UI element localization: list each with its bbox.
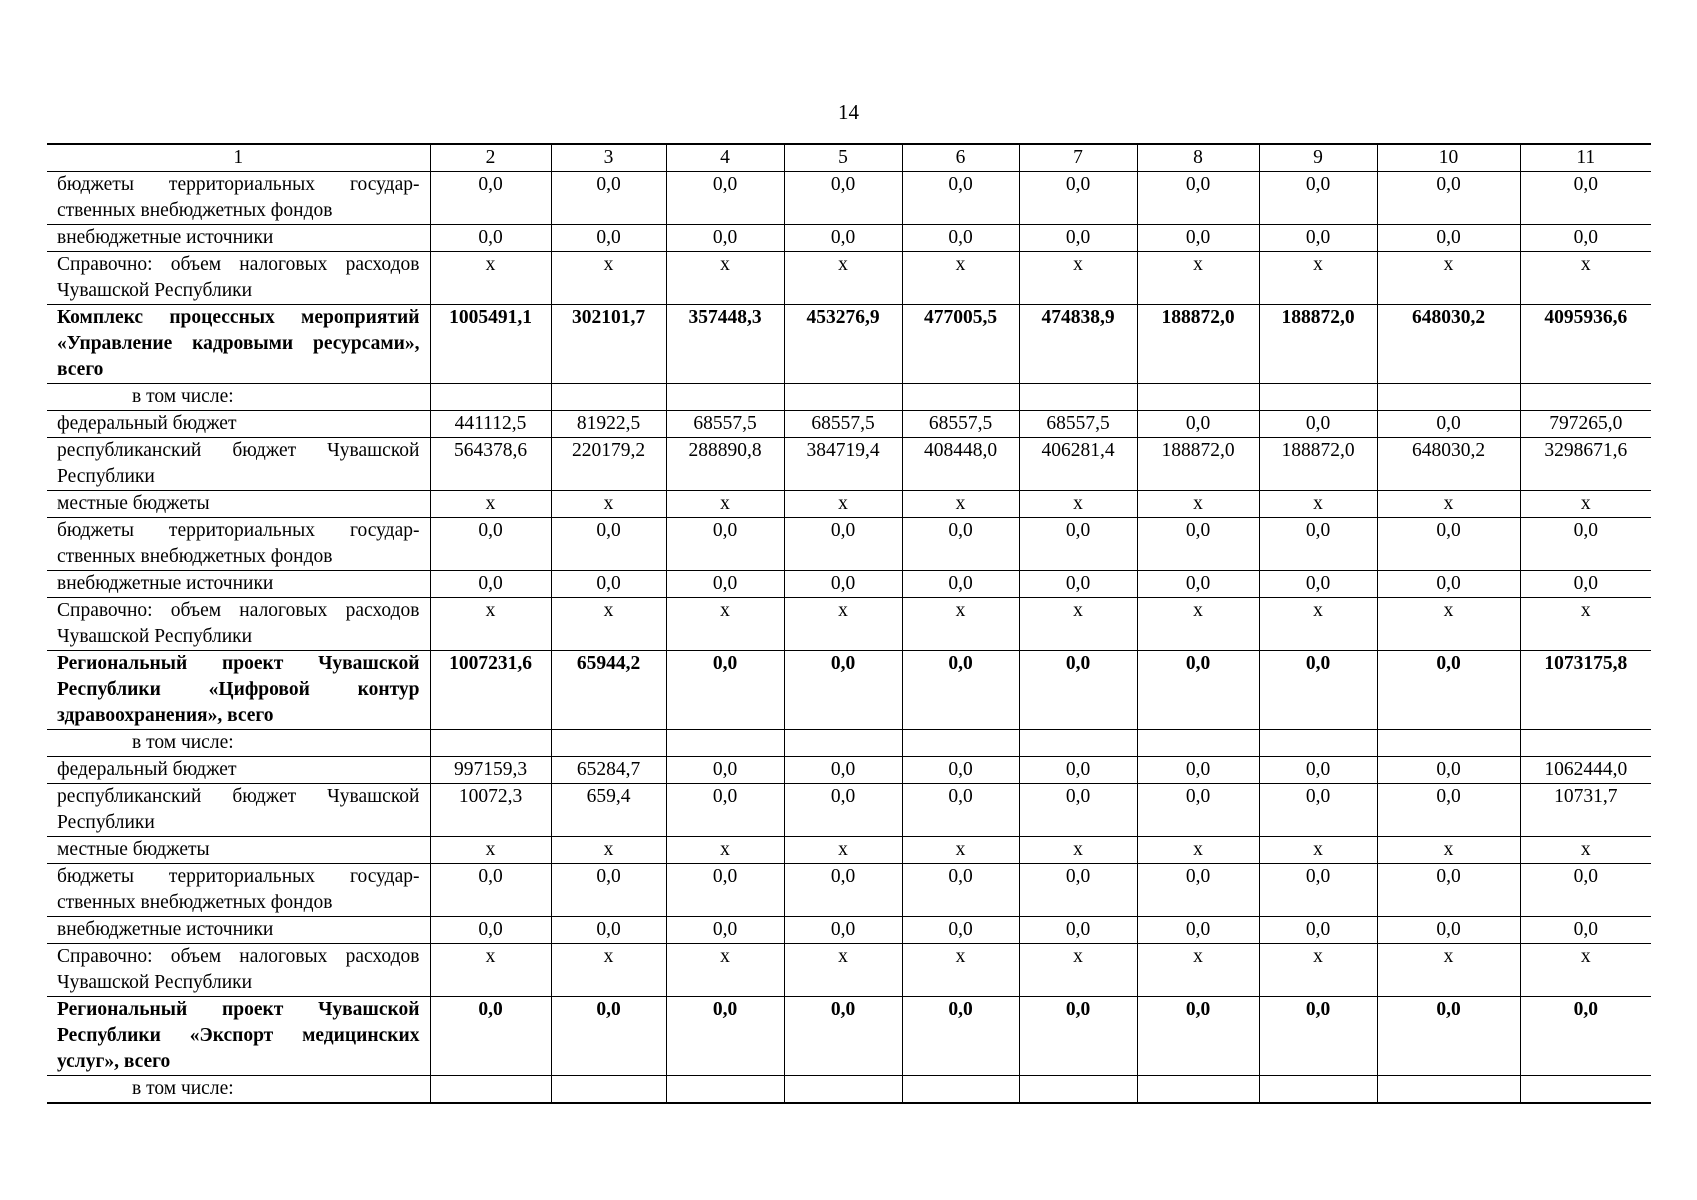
cell-value: 3298671,6 <box>1520 438 1651 491</box>
cell-value <box>1137 1076 1259 1104</box>
cell-value: х <box>666 944 784 997</box>
table-row <box>47 491 1651 518</box>
cell-value <box>1520 1076 1651 1104</box>
cell-value: х <box>1377 598 1520 651</box>
cell-value: х <box>1137 598 1259 651</box>
cell-value: х <box>1520 598 1651 651</box>
row-label: республиканский бюджет Чувашской Республики <box>47 438 430 491</box>
cell-value: 0,0 <box>1377 757 1520 784</box>
table-row <box>47 651 1651 730</box>
cell-value: 0,0 <box>1019 864 1137 917</box>
cell-value: х <box>784 491 902 518</box>
cell-value: 0,0 <box>902 757 1019 784</box>
cell-value: 0,0 <box>1137 172 1259 225</box>
row-label: федеральный бюджет <box>47 411 430 438</box>
cell-value <box>1520 384 1651 411</box>
cell-value: 648030,2 <box>1377 305 1520 384</box>
cell-value: 1005491,1 <box>430 305 551 384</box>
table-row <box>47 411 1651 438</box>
cell-value: 0,0 <box>1520 571 1651 598</box>
cell-value: 474838,9 <box>1019 305 1137 384</box>
cell-value: 0,0 <box>551 225 666 252</box>
cell-value <box>666 730 784 757</box>
cell-value: х <box>902 837 1019 864</box>
cell-value: 0,0 <box>902 997 1019 1076</box>
cell-value: 0,0 <box>430 917 551 944</box>
row-label: Справочно: объем налоговых расходов Чувашской Республики <box>47 944 430 997</box>
cell-value: 0,0 <box>430 571 551 598</box>
table-row <box>47 172 1651 225</box>
column-header: 5 <box>784 144 902 172</box>
row-label: местные бюджеты <box>47 837 430 864</box>
cell-value: 302101,7 <box>551 305 666 384</box>
cell-value: 0,0 <box>1259 757 1377 784</box>
cell-value: х <box>1019 837 1137 864</box>
cell-value: 0,0 <box>430 997 551 1076</box>
cell-value: х <box>1137 491 1259 518</box>
cell-value: х <box>1137 252 1259 305</box>
cell-value: х <box>1259 837 1377 864</box>
cell-value: х <box>1520 944 1651 997</box>
cell-value: 0,0 <box>1259 651 1377 730</box>
cell-value: 0,0 <box>430 225 551 252</box>
row-label: внебюджетные источники <box>47 917 430 944</box>
cell-value: 0,0 <box>784 917 902 944</box>
cell-value: 0,0 <box>1137 651 1259 730</box>
cell-value: 0,0 <box>1019 518 1137 571</box>
cell-value: 0,0 <box>1520 864 1651 917</box>
cell-value <box>430 384 551 411</box>
table-row <box>47 571 1651 598</box>
row-label: бюджеты территориальных государственных внебюджетных фондов <box>47 172 430 225</box>
cell-value: 188872,0 <box>1259 305 1377 384</box>
cell-value: 659,4 <box>551 784 666 837</box>
row-label: внебюджетные источники <box>47 225 430 252</box>
cell-value: 0,0 <box>1259 784 1377 837</box>
cell-value <box>1377 384 1520 411</box>
row-label: местные бюджеты <box>47 491 430 518</box>
cell-value: 10731,7 <box>1520 784 1651 837</box>
column-header: 1 <box>47 144 430 172</box>
cell-value: х <box>902 252 1019 305</box>
cell-value: х <box>1137 944 1259 997</box>
cell-value: х <box>430 944 551 997</box>
cell-value: 0,0 <box>1019 651 1137 730</box>
table-row <box>47 305 1651 384</box>
cell-value: 0,0 <box>1520 172 1651 225</box>
cell-value: 0,0 <box>784 757 902 784</box>
cell-value: х <box>551 491 666 518</box>
cell-value: х <box>430 837 551 864</box>
cell-value: х <box>784 598 902 651</box>
row-label: Комплекс процессных мероприятий «Управление кадровыми ресурсами», всего <box>47 305 430 384</box>
cell-value: х <box>902 944 1019 997</box>
cell-value: 0,0 <box>666 571 784 598</box>
cell-value: 0,0 <box>784 651 902 730</box>
cell-value: 0,0 <box>551 917 666 944</box>
cell-value: 0,0 <box>1377 864 1520 917</box>
cell-value: х <box>551 598 666 651</box>
cell-value <box>1259 730 1377 757</box>
cell-value <box>1137 384 1259 411</box>
cell-value <box>430 1076 551 1104</box>
cell-value: 0,0 <box>1259 411 1377 438</box>
cell-value <box>1377 1076 1520 1104</box>
cell-value: 0,0 <box>1019 784 1137 837</box>
column-header: 4 <box>666 144 784 172</box>
cell-value: 0,0 <box>551 864 666 917</box>
table-row <box>47 917 1651 944</box>
table-row <box>47 837 1651 864</box>
cell-value: 0,0 <box>430 518 551 571</box>
cell-value: 0,0 <box>430 864 551 917</box>
cell-value <box>1019 1076 1137 1104</box>
row-label: Региональный проект Чувашской Республики «Экспорт медицинских услуг», всего <box>47 997 430 1076</box>
cell-value <box>1019 730 1137 757</box>
cell-value: 0,0 <box>666 757 784 784</box>
cell-value: 0,0 <box>551 518 666 571</box>
cell-value <box>902 1076 1019 1104</box>
cell-value: х <box>1377 491 1520 518</box>
cell-value: 0,0 <box>1259 997 1377 1076</box>
cell-value: 0,0 <box>1019 571 1137 598</box>
cell-value: 0,0 <box>1137 917 1259 944</box>
row-label: в том числе: <box>47 1076 430 1104</box>
cell-value: 0,0 <box>784 784 902 837</box>
cell-value: х <box>902 598 1019 651</box>
cell-value: х <box>666 491 784 518</box>
cell-value: х <box>1377 944 1520 997</box>
cell-value: 357448,3 <box>666 305 784 384</box>
cell-value: 0,0 <box>1019 757 1137 784</box>
table-row <box>47 225 1651 252</box>
cell-value: х <box>1019 252 1137 305</box>
cell-value: 0,0 <box>1377 997 1520 1076</box>
cell-value <box>1259 1076 1377 1104</box>
cell-value: 0,0 <box>551 172 666 225</box>
cell-value: 0,0 <box>902 917 1019 944</box>
cell-value: 453276,9 <box>784 305 902 384</box>
cell-value: 0,0 <box>1137 864 1259 917</box>
cell-value: 0,0 <box>551 571 666 598</box>
cell-value: 0,0 <box>666 225 784 252</box>
cell-value: 0,0 <box>1137 997 1259 1076</box>
cell-value: 188872,0 <box>1137 305 1259 384</box>
cell-value: 0,0 <box>1137 571 1259 598</box>
cell-value: 797265,0 <box>1520 411 1651 438</box>
cell-value: 0,0 <box>1259 518 1377 571</box>
cell-value <box>784 384 902 411</box>
cell-value: х <box>1520 837 1651 864</box>
cell-value: х <box>430 252 551 305</box>
cell-value: х <box>551 944 666 997</box>
cell-value: х <box>551 252 666 305</box>
cell-value: х <box>902 491 1019 518</box>
table-row <box>47 757 1651 784</box>
cell-value: х <box>784 944 902 997</box>
cell-value: 68557,5 <box>1019 411 1137 438</box>
column-header: 2 <box>430 144 551 172</box>
cell-value: 0,0 <box>1019 225 1137 252</box>
table-row <box>47 1076 1651 1104</box>
cell-value: х <box>1259 944 1377 997</box>
table-row <box>47 438 1651 491</box>
cell-value <box>784 730 902 757</box>
cell-value: 0,0 <box>666 997 784 1076</box>
cell-value: 0,0 <box>1259 225 1377 252</box>
table-row <box>47 730 1651 757</box>
cell-value: 0,0 <box>784 172 902 225</box>
cell-value <box>1137 730 1259 757</box>
column-header: 3 <box>551 144 666 172</box>
cell-value: 1007231,6 <box>430 651 551 730</box>
cell-value <box>784 1076 902 1104</box>
cell-value: 0,0 <box>784 997 902 1076</box>
row-label: в том числе: <box>47 730 430 757</box>
cell-value: 0,0 <box>902 784 1019 837</box>
cell-value: 408448,0 <box>902 438 1019 491</box>
cell-value: х <box>1377 837 1520 864</box>
cell-value: 1062444,0 <box>1520 757 1651 784</box>
column-header: 11 <box>1520 144 1651 172</box>
cell-value: 188872,0 <box>1137 438 1259 491</box>
row-label: республиканский бюджет Чувашской Республики <box>47 784 430 837</box>
cell-value: х <box>1520 252 1651 305</box>
cell-value: х <box>1259 252 1377 305</box>
cell-value: 10072,3 <box>430 784 551 837</box>
cell-value: 564378,6 <box>430 438 551 491</box>
cell-value: 68557,5 <box>902 411 1019 438</box>
row-label: федеральный бюджет <box>47 757 430 784</box>
cell-value: 0,0 <box>902 172 1019 225</box>
cell-value: 0,0 <box>1137 411 1259 438</box>
cell-value: 0,0 <box>1377 411 1520 438</box>
cell-value: х <box>430 491 551 518</box>
cell-value: 0,0 <box>1019 172 1137 225</box>
cell-value <box>902 730 1019 757</box>
cell-value: 648030,2 <box>1377 438 1520 491</box>
cell-value: 0,0 <box>1377 784 1520 837</box>
cell-value: 0,0 <box>1520 997 1651 1076</box>
cell-value: х <box>430 598 551 651</box>
row-label: бюджеты территориальных государственных внебюджетных фондов <box>47 518 430 571</box>
cell-value: х <box>666 252 784 305</box>
cell-value <box>551 1076 666 1104</box>
cell-value: 0,0 <box>1377 225 1520 252</box>
cell-value: 0,0 <box>1137 757 1259 784</box>
cell-value: 188872,0 <box>1259 438 1377 491</box>
cell-value <box>1259 384 1377 411</box>
cell-value: 0,0 <box>666 917 784 944</box>
cell-value: х <box>1019 598 1137 651</box>
cell-value: 0,0 <box>1520 518 1651 571</box>
cell-value: 0,0 <box>1019 997 1137 1076</box>
cell-value: х <box>1259 491 1377 518</box>
cell-value: х <box>784 837 902 864</box>
cell-value <box>1520 730 1651 757</box>
cell-value: х <box>1137 837 1259 864</box>
cell-value: 0,0 <box>1377 917 1520 944</box>
row-label: бюджеты территориальных государственных внебюджетных фондов <box>47 864 430 917</box>
row-label: Региональный проект Чувашской Республики «Цифровой контур здравоохранения», всего <box>47 651 430 730</box>
cell-value: 0,0 <box>1137 518 1259 571</box>
cell-value: 0,0 <box>1520 917 1651 944</box>
cell-value: 384719,4 <box>784 438 902 491</box>
cell-value: х <box>1019 491 1137 518</box>
cell-value: 288890,8 <box>666 438 784 491</box>
column-header: 7 <box>1019 144 1137 172</box>
cell-value: 0,0 <box>1137 225 1259 252</box>
cell-value <box>551 384 666 411</box>
cell-value: 0,0 <box>784 225 902 252</box>
cell-value: 0,0 <box>430 172 551 225</box>
cell-value: 0,0 <box>1259 571 1377 598</box>
cell-value: 0,0 <box>902 518 1019 571</box>
cell-value <box>1019 384 1137 411</box>
cell-value: 441112,5 <box>430 411 551 438</box>
cell-value: 0,0 <box>902 864 1019 917</box>
cell-value <box>902 384 1019 411</box>
table-row <box>47 784 1651 837</box>
cell-value: 0,0 <box>1377 172 1520 225</box>
table-row <box>47 944 1651 997</box>
cell-value: 68557,5 <box>666 411 784 438</box>
cell-value <box>666 1076 784 1104</box>
cell-value <box>1377 730 1520 757</box>
cell-value: 0,0 <box>1377 571 1520 598</box>
row-label: в том числе: <box>47 384 430 411</box>
table-row <box>47 997 1651 1076</box>
cell-value: 0,0 <box>666 518 784 571</box>
cell-value: х <box>666 837 784 864</box>
cell-value: 65944,2 <box>551 651 666 730</box>
cell-value: х <box>1259 598 1377 651</box>
table-row <box>47 598 1651 651</box>
cell-value: 0,0 <box>666 172 784 225</box>
cell-value: 0,0 <box>1019 917 1137 944</box>
cell-value: 0,0 <box>1377 518 1520 571</box>
cell-value: 0,0 <box>902 571 1019 598</box>
cell-value: 0,0 <box>551 997 666 1076</box>
table-row <box>47 384 1651 411</box>
column-header: 10 <box>1377 144 1520 172</box>
cell-value: 0,0 <box>1377 651 1520 730</box>
column-header: 8 <box>1137 144 1259 172</box>
cell-value: 0,0 <box>1259 864 1377 917</box>
cell-value: 220179,2 <box>551 438 666 491</box>
row-label: внебюджетные источники <box>47 571 430 598</box>
cell-value: 0,0 <box>784 518 902 571</box>
cell-value: х <box>1377 252 1520 305</box>
cell-value: 0,0 <box>902 225 1019 252</box>
cell-value: 406281,4 <box>1019 438 1137 491</box>
table-row <box>47 864 1651 917</box>
column-header: 9 <box>1259 144 1377 172</box>
cell-value: 0,0 <box>1259 917 1377 944</box>
header-row <box>47 144 1651 172</box>
cell-value: 0,0 <box>666 784 784 837</box>
cell-value: 0,0 <box>784 571 902 598</box>
cell-value: х <box>551 837 666 864</box>
cell-value: 0,0 <box>1520 225 1651 252</box>
cell-value: 0,0 <box>902 651 1019 730</box>
cell-value <box>666 384 784 411</box>
cell-value: 1073175,8 <box>1520 651 1651 730</box>
cell-value: 68557,5 <box>784 411 902 438</box>
cell-value: х <box>666 598 784 651</box>
cell-value: 4095936,6 <box>1520 305 1651 384</box>
cell-value: х <box>1520 491 1651 518</box>
page-number: 14 <box>838 100 859 124</box>
row-label: Справочно: объем налоговых расходов Чувашской Республики <box>47 252 430 305</box>
cell-value: х <box>1019 944 1137 997</box>
table-row <box>47 518 1651 571</box>
cell-value: 0,0 <box>1137 784 1259 837</box>
cell-value: 65284,7 <box>551 757 666 784</box>
table-body <box>47 144 1651 1103</box>
cell-value: 0,0 <box>666 864 784 917</box>
cell-value: 0,0 <box>666 651 784 730</box>
row-label: Справочно: объем налоговых расходов Чувашской Республики <box>47 598 430 651</box>
cell-value: 0,0 <box>1259 172 1377 225</box>
column-header: 6 <box>902 144 1019 172</box>
cell-value: 81922,5 <box>551 411 666 438</box>
cell-value: 477005,5 <box>902 305 1019 384</box>
cell-value <box>430 730 551 757</box>
cell-value: х <box>784 252 902 305</box>
cell-value: 997159,3 <box>430 757 551 784</box>
cell-value: 0,0 <box>784 864 902 917</box>
budget-table <box>47 143 1651 1104</box>
table-row <box>47 252 1651 305</box>
cell-value <box>551 730 666 757</box>
